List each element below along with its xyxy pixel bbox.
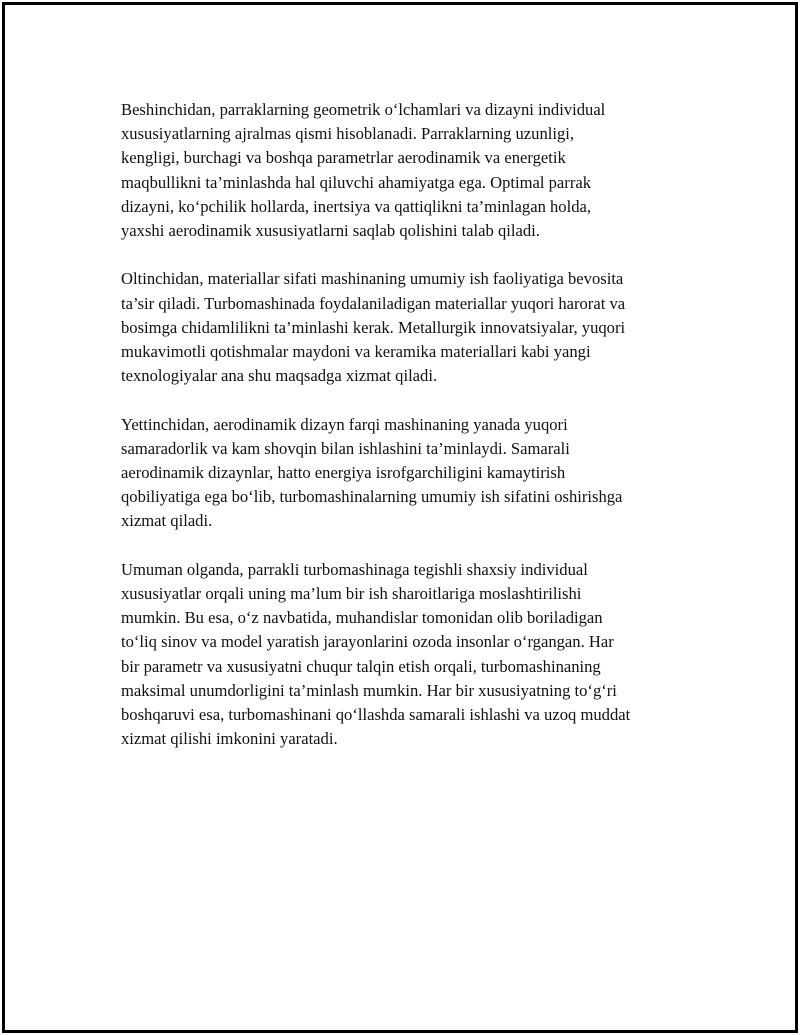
text-line: toʻliq sinov va model yaratish jarayonlarini ozoda insonlar oʻrgangan. Har [121,632,614,652]
text-line: mukavimotli qotishmalar maydoni va keramika materiallari kabi yangi [121,342,591,362]
paragraph-4 [121,558,701,752]
paragraph-2 [121,267,701,388]
text-line: xususiyatlar orqali uning ma’lum bir ish sharoitlariga moslashtirilishi [121,584,582,604]
text-line: Yettinchidan, aerodinamik dizayn farqi mashinaning yanada yuqori [121,414,568,434]
text-line: aerodinamik dizaynlar, hatto energiya isrofgarchiligini kamaytirish [121,463,566,483]
paragraph-3 [121,413,701,534]
text-line: ta’sir qiladi. Turbomashinada foydalaniladigan materiallar yuqori harorat va [121,293,626,313]
text-line: mumkin. Bu esa, oʻz navbatida, muhandislar tomonidan olib boriladigan [121,608,603,628]
text-line: qobiliyatiga ega boʻlib, turbomashinalarning umumiy ish sifatini oshirishga [121,487,623,507]
text-line: bosimga chidamlilikni ta’minlashi kerak. Metallurgik innovatsiyalar, yuqori [121,317,626,337]
text-line: Umuman olganda, parrakli turbomashinaga tegishli shaxsiy individual [121,559,588,579]
text-line: xizmat qiladi. [121,511,213,531]
text-line: Oltinchidan, materiallar sifati mashinaning umumiy ish faoliyatiga bevosita [121,269,624,289]
text-line: xizmat qilishi imkonini yaratadi. [121,729,338,749]
text-line: maksimal unumdorligini ta’minlash mumkin. Har bir xususiyatning toʻgʻri [121,680,617,700]
text-line: dizayni, koʻpchilik hollarda, inertsiya va qattiqlikni ta’minlagan holda, [121,196,592,216]
text-line: bir parametr va xususiyatni chuqur talqin etish orqali, turbomashinaning [121,656,601,676]
text-line: texnologiyalar ana shu maqsadga xizmat qiladi. [121,366,438,386]
paragraph-1 [121,98,701,243]
document-body [121,98,701,776]
text-line: kengligi, burchagi va boshqa parametrlar aerodinamik va energetik [121,148,566,168]
text-line: Beshinchidan, parraklarning geometrik oʻlchamlari va dizayni individual [121,100,606,119]
page-frame [2,2,798,1033]
text-line: maqbullikni ta’minlashda hal qiluvchi ahamiyatga ega. Optimal parrak [121,172,592,192]
text-line: xususiyatlarning ajralmas qismi hisoblanadi. Parraklarning uzunligi, [121,124,575,144]
text-line: samaradorlik va kam shovqin bilan ishlashini ta’minlaydi. Samarali [121,438,570,458]
text-line: yaxshi aerodinamik xususiyatlarni saqlab qolishini talab qiladi. [121,221,540,241]
text-line: boshqaruvi esa, turbomashinani qoʻllashda samarali ishlashi va uzoq muddat [121,705,631,725]
